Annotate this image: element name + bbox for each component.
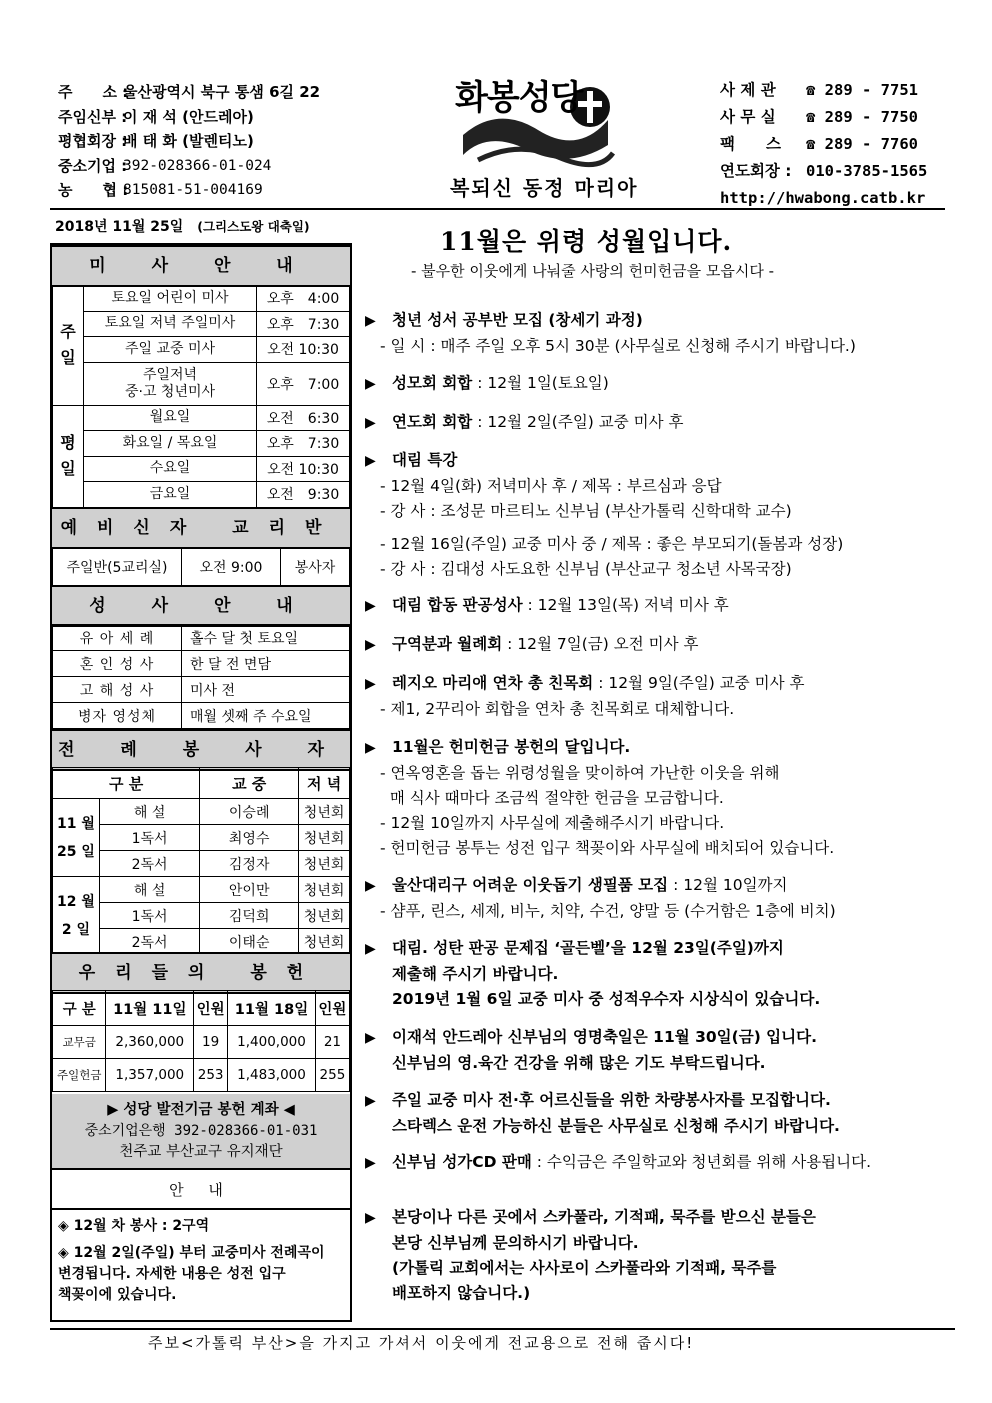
header-right-row (720, 158, 927, 185)
liturgy-group: 청년회 (299, 929, 350, 955)
arrow-icon: ▶ (365, 1030, 376, 1046)
announcement-sub: - 제1, 2꾸리아 회합을 연차 총 친목회로 대체합니다. (380, 700, 735, 718)
announcement (365, 410, 684, 436)
announcement-title-line (365, 1025, 817, 1051)
sacrament-row (53, 625, 350, 651)
sacrament-name: 고 해 성 사 (53, 677, 182, 703)
header-right-value: 010-3785-1565 (806, 162, 928, 180)
offering-cell: 21 (315, 1026, 349, 1059)
liturgy-role: 1독서 (100, 903, 200, 929)
announcement-title-line (365, 448, 843, 474)
mass-name: 주일저녁 중·고 청년미사 (84, 362, 257, 405)
liturgy-person: 안이만 (200, 877, 299, 903)
liturgy-date: 11 월 25 일 (53, 799, 100, 877)
mass-name: 수요일 (84, 456, 257, 482)
offering-table (52, 990, 350, 1092)
mass-time: 오전 10:30 (257, 337, 350, 363)
catechumen-heading: 예비신자 교리반 (52, 507, 350, 549)
announcement-title: 주일 교중 미사 전·후 어르신들을 위한 차량봉사자를 모집합니다. (392, 1091, 831, 1109)
announcement-title: 대림. 성탄 판공 문제집 ‘골든벨’을 12월 23일(주일)까지 (392, 939, 784, 957)
announcement (365, 873, 836, 924)
notice-item: ◈ 12월 2일(주일) 부터 교중미사 전례곡이 변경됩니다. 자세한 내용은 성전 입구 책꽂이에 있습니다. (58, 1245, 325, 1303)
announcement-title: 구역분과 월례회 (392, 635, 503, 653)
arrow-icon: ▶ (365, 878, 376, 894)
mass-name: 토요일 어린이 미사 (84, 286, 257, 312)
announcement-detail: : 12월 13일(목) 저녁 미사 후 (522, 596, 729, 614)
announcement-detail: : 12월 2일(주일) 교중 미사 후 (472, 413, 684, 431)
announcement-title-line (365, 410, 684, 436)
arrow-icon: ▶ (365, 598, 376, 614)
fund-holder: 천주교 부산교구 유지재단 (119, 1144, 283, 1160)
announcement-detail: : 12월 1일(토요일) (472, 374, 609, 392)
mass-row (53, 337, 350, 363)
sacrament-detail: 홀수 달 첫 토요일 (182, 625, 350, 651)
page-subtitle: - 불우한 이웃에게 나눠줄 사랑의 헌미헌금을 모읍시다 - (411, 262, 774, 280)
church-name: 화봉성당 (455, 78, 583, 118)
announcement-title: 성모회 회합 (392, 374, 473, 392)
sacrament-row (53, 677, 350, 703)
announcement-title: 청년 성서 공부반 모집 (창세기 과정) (392, 311, 643, 329)
announcement-title-line (365, 1150, 871, 1176)
announcement-sub: - 강 사 : 조성문 마르티노 신부님 (부산가톨릭 신학대학 교수) (380, 502, 792, 520)
sacrament-detail: 미사 전 (182, 677, 350, 703)
liturgy-person: 이승례 (200, 799, 299, 825)
announcement (365, 1205, 816, 1306)
header-right-value: ☎ 289 - 7750 (806, 108, 918, 126)
catechumen-table (52, 547, 350, 587)
announcement-sub: - 샴푸, 린스, 세제, 비누, 치약, 수건, 양말 등 (수거함은 1층에 비치) (380, 902, 836, 920)
header-left-label: 주 소 : (58, 83, 129, 101)
liturgy-role: 해 설 (100, 799, 200, 825)
arrow-icon: ▶ (365, 740, 376, 756)
offering-header (53, 991, 350, 1026)
liturgy-person: 이태순 (200, 929, 299, 955)
announcement (365, 1150, 871, 1176)
mass-time: 오전 10:30 (257, 456, 350, 482)
offering-cell: 2,360,000 (106, 1026, 194, 1059)
offering-cell: 1,357,000 (106, 1059, 194, 1092)
announcement-title: 울산대리구 어려운 이웃돕기 생필품 모집 (392, 876, 669, 894)
arrow-icon: ▶ (365, 376, 376, 392)
liturgy-group: 청년회 (299, 825, 350, 851)
liturgy-table (52, 767, 350, 955)
church-subtitle: 복되신 동정 마리아 (450, 176, 639, 200)
liturgy-person: 김정자 (200, 851, 299, 877)
offering-col: 구 분 (53, 991, 106, 1026)
liturgy-group: 청년회 (299, 851, 350, 877)
mass-time: 오전 6:30 (257, 405, 350, 431)
announcement (365, 448, 843, 582)
header-right-row (720, 77, 927, 104)
liturgy-role: 해 설 (100, 877, 200, 903)
header-left-row (58, 129, 320, 154)
offering-heading: 우리들의 봉헌 (52, 952, 350, 994)
mass-row (53, 431, 350, 457)
offering-cell: 255 (315, 1059, 349, 1092)
mass-time: 오전 9:30 (257, 482, 350, 508)
catechumen-role: 봉사자 (281, 548, 350, 587)
header-left-row (58, 178, 320, 203)
liturgy-group: 청년회 (299, 799, 350, 825)
liturgy-col: 저 녁 (299, 768, 350, 799)
liturgy-role: 1독서 (100, 825, 200, 851)
announcement (365, 593, 729, 619)
announcement-sub: 스타렉스 운전 가능하신 분들은 사무실로 신청해 주시기 바랍니다. (392, 1117, 840, 1135)
announcement-title-line (365, 1205, 816, 1231)
catechumen-class: 주일반(5교리실) (53, 548, 182, 587)
announcement-sub: 본당 신부님께 문의하시기 바랍니다. (392, 1234, 639, 1252)
announcement-title: 신부님 성가CD 판매 (392, 1153, 532, 1171)
offering-cell: 253 (194, 1059, 228, 1092)
announcement-detail: : 12월 10일까지 (668, 876, 788, 894)
mass-row (53, 286, 350, 312)
header-left-value: 이 재 석 (안드레아) (123, 107, 254, 126)
announcement-sub: - 강 사 : 김대성 사도요한 신부님 (부산교구 청소년 사목국장) (380, 560, 792, 578)
mass-heading: 미 사 안 내 (52, 245, 350, 287)
footer-divider (50, 1328, 955, 1330)
mass-name: 화요일 / 목요일 (84, 431, 257, 457)
announcement-sub: 신부님의 영.육간 건강을 위해 많은 기도 부탁드립니다. (392, 1054, 766, 1072)
date-note: (그리스도왕 대축일) (197, 219, 310, 234)
announcement (365, 671, 805, 722)
announcement-title: 11월은 헌미헌금 봉헌의 달입니다. (392, 738, 631, 756)
header-left-value: 392-028366-01-024 (123, 157, 272, 174)
header-left-row (58, 154, 320, 179)
mass-time: 오후 4:00 (257, 286, 350, 312)
header-right-label: 연도회장 : (720, 162, 792, 180)
header-right-row (720, 104, 927, 131)
announcement-title-line (365, 873, 836, 899)
arrow-icon: ▶ (365, 453, 376, 469)
mass-time: 오후 7:30 (257, 431, 350, 457)
mass-row (53, 482, 350, 508)
arrow-icon: ▶ (365, 1210, 376, 1226)
announcement-sub (365, 524, 843, 532)
offering-cell: 1,483,000 (228, 1059, 316, 1092)
header-left-label: 중소기업 : (58, 156, 128, 175)
header-info-right (720, 77, 927, 212)
announcement (365, 632, 698, 658)
sacrament-name: 유 아 세 례 (53, 625, 182, 651)
fund-title: ▶ 성당 발전기금 봉헌 계좌 ◀ (107, 1102, 295, 1118)
announcement-title: 이재석 안드레아 신부님의 영명축일은 11월 30일(금) 입니다. (392, 1028, 817, 1046)
announcement-sub: - 12월 10일까지 사무실에 제출해주시기 바랍니다. (380, 814, 725, 832)
mass-time: 오후 7:00 (257, 362, 350, 405)
announcement-title-line (365, 1088, 840, 1114)
fund-account: 중소기업은행 392-028366-01-031 (84, 1123, 318, 1139)
header-right-label: 사 무 실 (720, 108, 776, 126)
date-text: 2018년 11월 25일 (55, 219, 184, 235)
liturgy-date: 12 월 2 일 (53, 877, 100, 955)
mass-row (53, 311, 350, 337)
sacrament-detail: 한 달 전 면담 (182, 651, 350, 677)
sacrament-table (52, 624, 350, 729)
notice-heading: 안 내 (52, 1172, 350, 1210)
header-divider (50, 208, 945, 210)
page-title: 11월은 위령 성월입니다. (440, 227, 733, 256)
header-left-row (58, 80, 320, 105)
header-right-label: 팩 스 (720, 135, 781, 153)
sacrament-row (53, 703, 350, 729)
footer-text: 주보<가톨릭 부산>을 가지고 가셔서 이웃에게 전교용으로 전해 줍시다! (148, 1334, 695, 1352)
arrow-icon: ▶ (365, 676, 376, 692)
liturgy-col: 교 중 (200, 768, 299, 799)
announcement-sub: - 일 시 : 매주 주일 오후 5시 30분 (사무실로 신청해 주시기 바랍니다.) (380, 337, 856, 355)
header-right-label: 사 제 관 (720, 81, 776, 99)
announcement-sub: 제출해 주시기 바랍니다. (392, 965, 559, 983)
mass-name: 토요일 저녁 주일미사 (84, 311, 257, 337)
bulletin-date (55, 216, 310, 236)
mass-time: 오후 7:30 (257, 311, 350, 337)
header-left-value: 배 태 화 (발렌티노) (123, 132, 254, 150)
sacrament-name: 혼 인 성 사 (53, 651, 182, 677)
liturgy-col: 구 분 (53, 768, 200, 799)
announcement-title-line (365, 735, 834, 761)
announcement-title-line (365, 593, 729, 619)
arrow-icon: ▶ (365, 415, 376, 431)
announcement-sub: 2019년 1월 6일 교중 미사 중 성적우수자 시상식이 있습니다. (392, 990, 821, 1008)
sacrament-row (53, 651, 350, 677)
announcement (365, 936, 820, 1012)
header-left-value: 울산광역시 북구 통샘 6길 22 (123, 83, 321, 101)
announcement-sub: 매 식사 때마다 조금씩 절약한 헌금을 모금합니다. (380, 789, 724, 807)
offering-cell: 교무금 (53, 1026, 106, 1059)
announcement-title: 레지오 마리애 연차 총 친목회 (392, 674, 594, 692)
liturgy-person: 최영수 (200, 825, 299, 851)
notice-item: ◈ 12월 차 봉사 : 2구역 (58, 1218, 210, 1234)
announcement (365, 1088, 840, 1139)
header-right-value: ☎ 289 - 7751 (806, 81, 918, 99)
announcement-title: 대림 합동 판공성사 (392, 596, 523, 614)
announcement-title-line (365, 671, 805, 697)
mass-group-label: 주 일 (53, 286, 84, 406)
mass-row (53, 456, 350, 482)
announcement-title: 대림 특강 (392, 451, 458, 469)
announcement-sub: (가톨릭 교회에서는 사사로이 스카풀라와 기적패, 묵주를 (392, 1259, 777, 1277)
announcement-sub: - 헌미헌금 봉투는 성전 입구 책꽂이와 사무실에 배치되어 있습니다. (380, 839, 835, 857)
offering-cell: 주일헌금 (53, 1059, 106, 1092)
announcement-detail: : 12월 9일(주일) 교중 미사 후 (593, 674, 805, 692)
announcement-title-line (365, 936, 820, 962)
sacrament-name: 병자 영성체 (53, 703, 182, 729)
announcement-title: 연도회 회합 (392, 413, 473, 431)
mass-group-label: 평 일 (53, 405, 84, 507)
liturgy-header (53, 768, 350, 799)
announcement (365, 308, 856, 359)
mass-table (52, 285, 350, 508)
header-left-label: 주임신부 : (58, 107, 128, 126)
offering-col: 11월 11일 (106, 991, 194, 1026)
announcement-title: 본당이나 다른 곳에서 스카풀라, 기적패, 묵주를 받으신 분들은 (392, 1208, 816, 1226)
offering-col: 인원 (315, 991, 349, 1026)
offering-cell: 19 (194, 1026, 228, 1059)
liturgy-row (53, 877, 350, 903)
announcement-detail: : 수익금은 주일학교와 청년회를 위해 사용됩니다. (531, 1153, 872, 1171)
header-right-value[interactable]: http://hwabong.catb.kr (720, 189, 926, 207)
announcement-sub: - 12월 4일(화) 저녁미사 후 / 제목 : 부르심과 응답 (380, 477, 722, 495)
offering-cell: 1,400,000 (228, 1026, 316, 1059)
arrow-icon: ▶ (365, 1155, 376, 1171)
arrow-icon: ▶ (365, 637, 376, 653)
announcement-title-line (365, 308, 856, 334)
offering-row (53, 1026, 350, 1059)
header-left-label: 농 협 : (58, 181, 129, 199)
mass-name: 주일 교중 미사 (84, 337, 257, 363)
notice-list (58, 1216, 348, 1312)
header-left-row (58, 105, 320, 130)
liturgy-group: 청년회 (299, 903, 350, 929)
announcement (365, 735, 834, 861)
liturgy-row (53, 799, 350, 825)
announcement-title-line (365, 632, 698, 658)
fund-box (52, 1094, 350, 1170)
mass-name: 월요일 (84, 405, 257, 431)
liturgy-role: 2독서 (100, 929, 200, 955)
arrow-icon: ▶ (365, 1093, 376, 1109)
sacrament-heading: 성 사 안 내 (52, 585, 350, 627)
sacrament-detail: 매월 셋째 주 수요일 (182, 703, 350, 729)
liturgy-role: 2독서 (100, 851, 200, 877)
header-left-label: 평협회장 : (58, 132, 128, 150)
offering-row (53, 1059, 350, 1092)
announcement-sub: 배포하지 않습니다.) (392, 1284, 531, 1302)
header-info-left (58, 80, 320, 203)
announcement-title-line (365, 371, 609, 397)
header-right-row (720, 131, 927, 158)
announcement (365, 1025, 817, 1076)
header-right-value: ☎ 289 - 7760 (806, 135, 918, 153)
arrow-icon: ▶ (365, 941, 376, 957)
catechumen-time: 오전 9:00 (182, 548, 281, 587)
offering-col: 인원 (194, 991, 228, 1026)
arrow-icon: ▶ (365, 313, 376, 329)
announcement-sub: - 연옥영혼을 돕는 위령성월을 맞이하여 가난한 이웃을 위해 (380, 764, 780, 782)
mass-row (53, 405, 350, 431)
liturgy-heading: 전 례 봉 사 자 (52, 729, 350, 771)
announcement-sub: - 12월 16일(주일) 교중 미사 중 / 제목 : 좋은 부모되기(돌봄과 성장) (380, 535, 844, 553)
liturgy-person: 김덕희 (200, 903, 299, 929)
announcement (365, 371, 609, 397)
mass-name: 금요일 (84, 482, 257, 508)
liturgy-group: 청년회 (299, 877, 350, 903)
offering-col: 11월 18일 (228, 991, 316, 1026)
mass-row (53, 362, 350, 405)
announcement-detail: : 12월 7일(금) 오전 미사 후 (502, 635, 699, 653)
header-left-value: 815081-51-004169 (123, 182, 263, 198)
